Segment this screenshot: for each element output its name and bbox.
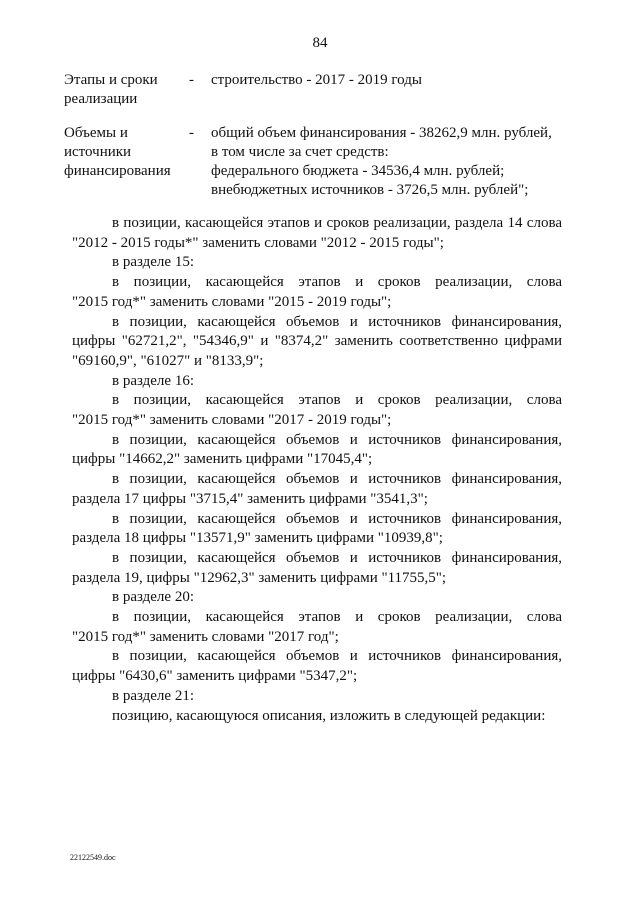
paragraph (72, 470, 562, 509)
paragraph (72, 214, 562, 253)
passport-value (211, 71, 591, 90)
paragraph-line: "2015 год*" заменить словами "2017 год"; (72, 628, 339, 645)
paragraph-line: в позиции, касающейся этапов и сроков реализации, слова (112, 274, 562, 291)
passport-label (64, 71, 174, 109)
paragraph (72, 549, 562, 588)
passport-dash: - (189, 125, 194, 141)
paragraph (72, 431, 562, 470)
paragraph-line: "2015 год*" заменить словами "2017 - 2019 годы"; (72, 412, 392, 429)
paragraph-line: в позиции, касающейся этапов и сроков реализации, слова (112, 609, 562, 626)
passport-value-line: строительство - 2017 - 2019 годы (211, 72, 422, 88)
paragraph-line: в разделе 21: (112, 687, 194, 704)
paragraph-line: в разделе 15: (112, 254, 194, 271)
paragraph (72, 707, 562, 727)
passport-label-line: реализации (64, 91, 138, 107)
paragraph-line: "2015 год*" заменить словами "2015 - 2019 годы"; (72, 293, 392, 310)
paragraph-line: цифры "6430,6" заменить цифрами "5347,2"; (72, 668, 358, 685)
paragraph (72, 588, 562, 608)
paragraph-line: в позиции, касающейся объемов и источников финансирования, (112, 648, 562, 665)
paragraph (72, 608, 562, 647)
paragraph (72, 510, 562, 549)
passport-label-line: Этапы и сроки (64, 72, 158, 88)
passport-label-line: источники (64, 144, 132, 160)
passport-value (211, 124, 591, 200)
paragraph (72, 372, 562, 392)
paragraph-line: раздела 19, цифры "12962,3" заменить цифрами "11755,5"; (72, 569, 447, 586)
paragraph (72, 253, 562, 273)
paragraph-line: "2012 - 2015 годы*" заменить словами "2012 - 2015 годы"; (72, 234, 444, 251)
passport-value-line: общий объем финансирования - 38262,9 млн. рублей, (211, 125, 552, 141)
paragraph-line: в позиции, касающейся объемов и источников финансирования, (112, 549, 562, 566)
paragraph-line: в позиции, касающейся объемов и источников финансирования, (112, 510, 562, 527)
passport-label (64, 124, 174, 181)
passport-dash: - (189, 72, 194, 88)
paragraph-line: в разделе 16: (112, 372, 194, 389)
paragraph-line: цифры "14662,2" заменить цифрами "17045,4"; (72, 451, 373, 468)
paragraph-line: раздела 17 цифры "3715,4" заменить цифрами "3541,3"; (72, 490, 428, 507)
paragraph (72, 273, 562, 312)
document-body (72, 214, 562, 726)
footer-doc-code: 22122549.doc (70, 853, 116, 862)
paragraph-line: в разделе 20: (112, 589, 194, 606)
paragraph-line: в позиции, касающейся объемов и источников финансирования, (112, 431, 562, 448)
passport-label-line: Объемы и (64, 125, 128, 141)
paragraph (72, 647, 562, 686)
paragraph (72, 313, 562, 372)
paragraph-line: в позиции, касающейся объемов и источников финансирования, (112, 313, 562, 330)
passport-value-line: внебюджетных источников - 3726,5 млн. рублей"; (211, 182, 529, 198)
paragraph (72, 687, 562, 707)
paragraph-line: в позиции, касающейся объемов и источников финансирования, (112, 471, 562, 488)
passport-value-line: в том числе за счет средств: (211, 144, 389, 160)
paragraph-line: цифры "62721,2", "54346,9" и "8374,2" заменить соответственно цифрами (72, 333, 562, 350)
paragraph (72, 391, 562, 430)
paragraph-line: в позиции, касающейся этапов и сроков реализации, слова (112, 392, 562, 409)
paragraph-line: в позиции, касающейся этапов и сроков реализации, раздела 14 слова (112, 215, 562, 231)
passport-label-line: финансирования (64, 163, 171, 179)
passport-value-line: федерального бюджета - 34536,4 млн. рублей; (211, 163, 505, 179)
paragraph-line: раздела 18 цифры "13571,9" заменить цифрами "10939,8"; (72, 530, 443, 547)
page-number: 84 (312, 35, 328, 51)
paragraph-line: позицию, касающуюся описания, изложить в следующей редакции: (112, 707, 546, 724)
paragraph-line: "69160,9", "61027" и "8133,9"; (72, 352, 264, 369)
